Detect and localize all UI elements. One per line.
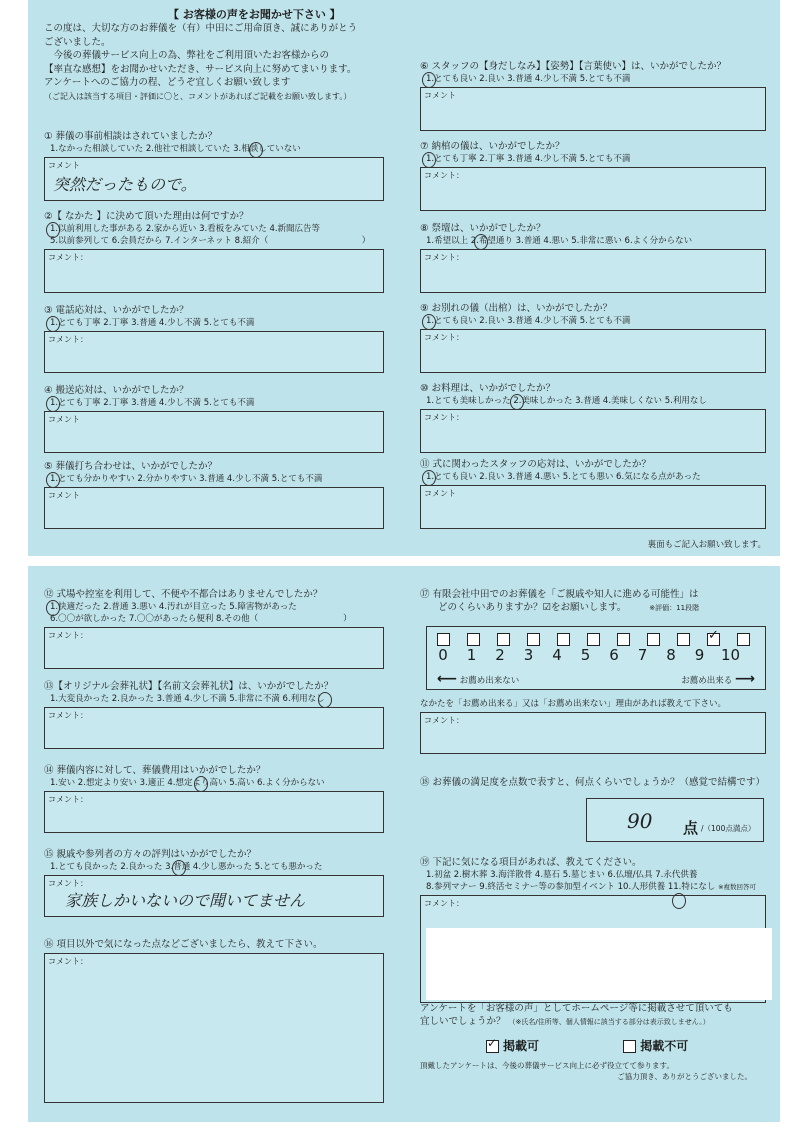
question-title: ⑯ 項目以外で気になった点などございましたら、教えて下さい。 bbox=[44, 939, 323, 950]
scale-number: 9 bbox=[694, 646, 705, 664]
selection-circle bbox=[46, 396, 60, 412]
scale-numbers bbox=[436, 646, 741, 664]
scale-number: 3 bbox=[523, 646, 534, 664]
selection-circle bbox=[672, 893, 686, 909]
question-title: ④ 搬送応対は、いかがでしたか？ bbox=[44, 385, 189, 396]
question-options: 6.〇〇が欲しかった 7.〇〇があったら便利 8.その他（ ） bbox=[50, 614, 352, 624]
comment-label: コメント bbox=[424, 489, 456, 498]
comment-box[interactable] bbox=[44, 157, 384, 201]
scale-checkbox-10[interactable] bbox=[737, 633, 750, 646]
scale-number: 6 bbox=[609, 646, 619, 664]
question-options: 1.以前利用した事がある 2.家から近い 3.看板をみていた 4.新聞広告等 bbox=[50, 224, 321, 234]
comment-label: コメント： bbox=[48, 253, 88, 262]
comment-label: コメント： bbox=[424, 716, 464, 725]
publish-consent bbox=[420, 1002, 766, 1082]
question-4 bbox=[44, 384, 384, 453]
question-6 bbox=[420, 60, 766, 131]
survey-page-front bbox=[28, 0, 780, 556]
scale-note: ※評価：11段階 bbox=[649, 604, 700, 612]
redaction-block bbox=[426, 928, 772, 1000]
question-title: ⑭ 葬儀内容に対して、葬儀費用はいかがでしたか？ bbox=[44, 765, 266, 776]
question-title: ⑬【オリジナル会葬礼状】【名前文会葬礼状】は、いかがでしたか？ bbox=[44, 681, 334, 692]
comment-label: コメント bbox=[48, 491, 80, 500]
scale-checkbox-3[interactable] bbox=[527, 633, 540, 646]
scale-checkbox-8[interactable] bbox=[677, 633, 690, 646]
comment-box[interactable] bbox=[420, 409, 766, 453]
consent-allow-label: 掲載可 bbox=[503, 1039, 540, 1053]
intro-line: （ご記入は該当する項目・評価に〇と、コメントがあればご記載をお願い致します。） bbox=[44, 91, 352, 101]
question-options: 1.とても美味しかった 2.美味しかった 3.普通 4.美味しくない 5.利用なし bbox=[426, 396, 707, 406]
selection-circle bbox=[46, 472, 60, 488]
comment-label: コメント： bbox=[48, 711, 88, 720]
multi-answer-note: ※複数回答可 bbox=[718, 883, 757, 891]
question-title: ⑫ 式場や控室を利用して、不便や不都合はありませんでしたか？ bbox=[44, 589, 323, 600]
consent-allow-option[interactable] bbox=[486, 1036, 540, 1053]
comment-box[interactable] bbox=[44, 331, 384, 373]
comment-label: コメント： bbox=[48, 879, 88, 888]
question-2 bbox=[44, 210, 384, 293]
question-9 bbox=[420, 302, 766, 373]
question-options: 1.とても分かりやすい 2.分かりやすい 3.普通 4.少し不満 5.とても不満 bbox=[50, 474, 323, 484]
reason-prompt: なかたを「お薦め出来る」又は「お薦め出来ない」理由があれば教えて下さい。 bbox=[420, 699, 727, 709]
question-15 bbox=[44, 848, 384, 917]
intro-line: アンケートへのご協力の程、どうぞ宜しくお願い致します bbox=[44, 77, 291, 88]
consent-deny-option[interactable] bbox=[623, 1039, 688, 1053]
selection-circle bbox=[474, 234, 488, 250]
comment-box[interactable] bbox=[44, 791, 384, 833]
scale-number: 4 bbox=[552, 646, 562, 664]
question-options: 1.希望以上 2.希望通り 3.普通 4.悪い 5.非常に悪い 6.よく分からない bbox=[426, 236, 693, 246]
selection-circle bbox=[46, 316, 60, 332]
selection-circle bbox=[46, 600, 60, 616]
comment-box[interactable] bbox=[44, 411, 384, 453]
comment-box[interactable] bbox=[44, 487, 384, 529]
intro-line: この度は、大切な方のお葬儀を（有）中田にご用命頂き、誠にありがとう bbox=[44, 23, 358, 34]
comment-box[interactable] bbox=[44, 249, 384, 293]
comment-box[interactable] bbox=[44, 707, 384, 749]
selection-circle bbox=[422, 72, 436, 88]
scale-checkbox-0[interactable] bbox=[437, 633, 450, 646]
comment-box[interactable] bbox=[420, 87, 766, 131]
survey-intro bbox=[44, 22, 404, 103]
comment-box[interactable] bbox=[420, 712, 766, 754]
checkbox-checked-icon: ✓ bbox=[486, 1040, 499, 1053]
comment-label: コメント： bbox=[48, 957, 88, 966]
question-17 bbox=[420, 588, 766, 615]
comment-box[interactable] bbox=[44, 953, 384, 1103]
comment-label: コメント： bbox=[424, 413, 464, 422]
handwritten-comment: 家族しかいないので聞いてません bbox=[65, 891, 306, 910]
consent-note: （※氏名/住所等、個人情報に該当する部分は表示致しません。） bbox=[508, 1018, 710, 1026]
selection-circle bbox=[194, 776, 208, 792]
intro-line: 今後の葬儀サービス向上の為、弊社をご利用頂いたお客様からの bbox=[44, 50, 330, 61]
comment-label: コメント： bbox=[48, 335, 88, 344]
selection-circle bbox=[510, 394, 524, 410]
question-title: ⑮ 親戚や参列者の方々の評判はいかがでしたか？ bbox=[44, 849, 257, 860]
comment-label: コメント： bbox=[48, 631, 88, 640]
scale-checkbox-5[interactable] bbox=[587, 633, 600, 646]
selection-circle bbox=[422, 314, 436, 330]
scale-checkbox-2[interactable] bbox=[497, 633, 510, 646]
question-options: 1.安い 2.想定より安い 3.適正 4.想定より高い 5.高い 6.よく分からない bbox=[50, 778, 325, 788]
question-3 bbox=[44, 304, 384, 373]
comment-label: コメント： bbox=[424, 171, 464, 180]
comment-box[interactable] bbox=[44, 875, 384, 917]
question-options: 1.なかった相談していた 2.他社で相談していた 3.相談していない bbox=[50, 144, 301, 154]
question-1 bbox=[44, 130, 384, 201]
selection-circle bbox=[46, 222, 60, 238]
handwritten-comment: 突然だったもので。 bbox=[53, 175, 197, 194]
question-10 bbox=[420, 382, 766, 453]
question-options: 1.快適だった 2.普通 3.悪い 4.汚れが目立った 5.障害物があった bbox=[50, 602, 297, 612]
closing-thanks: ご協力頂き、ありがとうございました。 bbox=[617, 1072, 752, 1081]
checkbox-icon bbox=[623, 1040, 636, 1053]
question-title: ⑨ お別れの儀（出棺）は、いかがでしたか？ bbox=[420, 303, 613, 314]
selection-circle bbox=[249, 142, 263, 158]
scale-checkbox-4[interactable] bbox=[557, 633, 570, 646]
question-options: 5.以前参列して 6.会員だから 7.インターネット 8.紹介（ ） bbox=[50, 236, 371, 246]
scale-number: 10 bbox=[721, 646, 741, 664]
comment-box[interactable] bbox=[44, 627, 384, 669]
question-title: ① 葬儀の事前相談はされていましたか？ bbox=[44, 131, 218, 142]
comment-box[interactable] bbox=[420, 329, 766, 373]
question-title: ⑲ 下記に気になる項目があれば、教えてください。 bbox=[420, 857, 642, 868]
question-18 bbox=[420, 776, 766, 789]
comment-label: コメント： bbox=[424, 333, 464, 342]
scale-number: 2 bbox=[495, 646, 505, 664]
question-title: ②【 なかた 】に決めて頂いた理由は何ですか？ bbox=[44, 211, 249, 222]
comment-label: コメント bbox=[48, 415, 80, 424]
question-13 bbox=[44, 680, 384, 749]
survey-title: 【 お客様の声をお聞かせ下さい 】 bbox=[168, 8, 341, 21]
question-title: ⑩ お料理は、いかがでしたか？ bbox=[420, 383, 556, 394]
handwritten-score: 90 bbox=[627, 809, 653, 833]
scale-checkboxes bbox=[437, 628, 750, 646]
question-title: ⑰ 有限会社中田でのお葬儀を「ご親戚や知人に進める可能性」は bbox=[420, 589, 699, 600]
comment-label: コメント： bbox=[424, 253, 464, 262]
question-17-reason bbox=[420, 698, 766, 754]
page-footer-note: 裏面もご記入お願い致します。 bbox=[647, 540, 766, 550]
comment-label: コメント bbox=[48, 161, 80, 170]
question-5 bbox=[44, 460, 384, 529]
question-subtitle: どのくらいありますか？☑をお願いします。 bbox=[438, 602, 627, 613]
comment-label: コメント bbox=[424, 91, 456, 100]
scale-number: 5 bbox=[580, 646, 591, 664]
question-options: 1.とても良い 2.良い 3.普通 4.悪い 5.とても悪い 6.気になる点があった bbox=[426, 472, 701, 482]
question-12 bbox=[44, 588, 384, 669]
scale-checkbox-6[interactable] bbox=[617, 633, 630, 646]
scale-checkbox-7[interactable] bbox=[647, 633, 660, 646]
question-title: ⑧ 祭壇は、いかがでしたか？ bbox=[420, 223, 546, 234]
score-unit: 点 bbox=[683, 819, 699, 837]
question-options: 1.とても丁寧 2.丁寧 3.普通 4.少し不満 5.とても不満 bbox=[50, 398, 255, 408]
recommend-scale bbox=[426, 626, 766, 690]
question-title: ⑱ お葬儀の満足度を点数で表すと、何点くらいでしょうか？（感覚で結構です） bbox=[420, 777, 766, 788]
scale-checkbox-1[interactable] bbox=[467, 633, 480, 646]
comment-box[interactable] bbox=[420, 249, 766, 293]
question-options: 1.大変良かった 2.良かった 3.普通 4.少し不満 5.非常に不満 6.利用なし bbox=[50, 694, 325, 704]
survey-page-back bbox=[28, 566, 780, 1122]
question-options: 1.とても良い 2.良い 3.普通 4.少し不満 5.とても不満 bbox=[426, 316, 631, 326]
comment-box[interactable] bbox=[420, 485, 766, 529]
question-title: ③ 電話応対は、いかがでしたか？ bbox=[44, 305, 189, 316]
selection-circle bbox=[422, 470, 436, 486]
question-options: 1.とても丁寧 2.丁寧 3.普通 4.少し不満 5.とても不満 bbox=[426, 154, 631, 164]
selection-circle bbox=[318, 692, 332, 708]
scale-right-label: お薦め出来る bbox=[681, 676, 733, 686]
intro-line: ございました。 bbox=[44, 36, 111, 48]
question-title: ⑥ スタッフの【身だしなみ】【姿勢】【言葉使い】は、いかがでしたか？ bbox=[420, 61, 727, 72]
question-options: 1.とても良かった 2.良かった 3.普通 4.少し悪かった 5.とても悪かった bbox=[50, 862, 323, 872]
scale-checkbox-9[interactable] bbox=[707, 628, 720, 646]
question-11 bbox=[420, 458, 766, 529]
question-title: ⑤ 葬儀打ち合わせは、いかがでしたか？ bbox=[44, 461, 218, 472]
arrow-right-icon: ⟶ bbox=[734, 671, 755, 687]
question-title: ⑪ 式に関わったスタッフの応対は、いかがでしたか？ bbox=[420, 459, 651, 470]
intro-line: 【率直な感想】をお聞かせいただき、サービス向上に努めてまいります。 bbox=[44, 63, 357, 75]
selection-circle bbox=[172, 860, 186, 876]
scale-left-label: お薦め出来ない bbox=[459, 676, 520, 686]
question-options: 8.参列マナー 9.終活セミナー等の参加型イベント 10.人形供養 11.特になし bbox=[426, 882, 716, 892]
scale-number: 1 bbox=[466, 646, 477, 664]
question-7 bbox=[420, 140, 766, 211]
comment-label: コメント： bbox=[48, 795, 88, 804]
question-options: 1.とても良い 2.良い 3.普通 4.少し不満 5.とても不満 bbox=[426, 74, 631, 84]
comment-box[interactable] bbox=[420, 167, 766, 211]
question-options: 1.初盆 2.樹木葬 3.海洋散骨 4.墓石 5.墓じまい 6.仏壇/仏具 7.永代供養 bbox=[426, 870, 698, 880]
closing-note: 頂戴したアンケートは、今後の葬儀サービス向上に必ず役立てて参ります。 bbox=[420, 1061, 674, 1070]
question-16 bbox=[44, 938, 384, 1103]
question-8 bbox=[420, 222, 766, 293]
consent-question: アンケートを「お客様の声」としてホームページ等に掲載させて頂いても bbox=[420, 1003, 733, 1014]
scale-number: 8 bbox=[666, 646, 676, 664]
consent-question: 宜しいでしょうか？ bbox=[420, 1016, 506, 1027]
scale-number: 0 bbox=[438, 646, 448, 664]
comment-label: コメント： bbox=[424, 899, 464, 908]
arrow-left-icon: ⟵ bbox=[437, 671, 458, 687]
question-title: ⑦ 納棺の儀は、いかがでしたか？ bbox=[420, 141, 565, 152]
check-mark-icon: ✓ bbox=[708, 628, 719, 643]
scale-number: 7 bbox=[637, 646, 648, 664]
score-unit-note: /（100点満点） bbox=[701, 824, 756, 833]
question-14 bbox=[44, 764, 384, 833]
consent-deny-label: 掲載不可 bbox=[640, 1039, 689, 1053]
score-box[interactable] bbox=[586, 798, 764, 842]
question-options: 1.とても丁寧 2.丁寧 3.普通 4.少し不満 5.とても不満 bbox=[50, 318, 255, 328]
selection-circle bbox=[422, 152, 436, 168]
